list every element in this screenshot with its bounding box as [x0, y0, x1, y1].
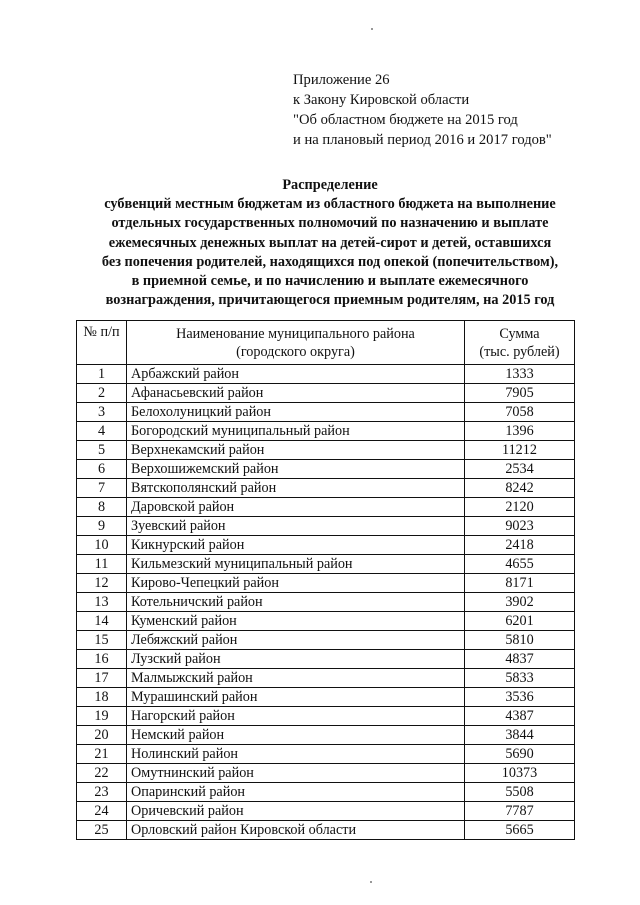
header-name-line: Наименование муниципального района: [176, 325, 415, 342]
header-sum-line: (тыс. рублей): [479, 343, 560, 360]
header-name: [127, 321, 465, 365]
row-sum: 3536: [465, 688, 575, 707]
row-sum: 5508: [465, 783, 575, 802]
row-sum: 10373: [465, 764, 575, 783]
row-district: Даровской район: [127, 498, 465, 517]
row-district: Верхнекамский район: [127, 441, 465, 460]
row-sum: 4655: [465, 555, 575, 574]
row-num: 4: [77, 422, 127, 441]
row-district: Богородский муниципальный район: [127, 422, 465, 441]
row-district: Верхошижемский район: [127, 460, 465, 479]
row-sum: 4387: [465, 707, 575, 726]
appendix-line: и на плановый период 2016 и 2017 годов": [293, 132, 552, 148]
row-district: Опаринский район: [127, 783, 465, 802]
row-sum: 7058: [465, 403, 575, 422]
row-num: 16: [77, 650, 127, 669]
row-sum: 3902: [465, 593, 575, 612]
table-row: [77, 821, 575, 840]
table-row: [77, 498, 575, 517]
row-num: 3: [77, 403, 127, 422]
header-sum-line: Сумма: [499, 325, 540, 342]
row-district: Малмыжский район: [127, 669, 465, 688]
row-district: Афанасьевский район: [127, 384, 465, 403]
appendix-line: Приложение 26: [293, 72, 390, 88]
title-line: субвенций местным бюджетам из областного бюджета на выполнение: [104, 196, 556, 213]
table-row: [77, 574, 575, 593]
row-num: 10: [77, 536, 127, 555]
table-header-row: [77, 321, 575, 365]
table-row: [77, 764, 575, 783]
title-line: в приемной семье, и по начислению и выплате ежемесячного: [131, 273, 529, 290]
row-num: 11: [77, 555, 127, 574]
row-num: 24: [77, 802, 127, 821]
table-row: [77, 802, 575, 821]
document-title: [60, 176, 600, 310]
table-row: [77, 593, 575, 612]
row-num: 20: [77, 726, 127, 745]
row-sum: 11212: [465, 441, 575, 460]
row-sum: 8242: [465, 479, 575, 498]
row-sum: 7905: [465, 384, 575, 403]
row-num: 6: [77, 460, 127, 479]
row-num: 1: [77, 365, 127, 384]
table-row: [77, 745, 575, 764]
row-district: Кикнурский район: [127, 536, 465, 555]
header-num: № п/п: [77, 321, 127, 365]
table-row: [77, 441, 575, 460]
row-district: Белохолуницкий район: [127, 403, 465, 422]
row-num: 17: [77, 669, 127, 688]
table-row: [77, 650, 575, 669]
row-district: Омутнинский район: [127, 764, 465, 783]
row-district: Котельничский район: [127, 593, 465, 612]
row-sum: 5690: [465, 745, 575, 764]
row-district: Куменский район: [127, 612, 465, 631]
header-name-line: (городского округа): [236, 343, 355, 360]
row-district: Орловский район Кировской области: [127, 821, 465, 840]
appendix-line: "Об областном бюджете на 2015 год: [293, 112, 518, 128]
title-line: отдельных государственных полномочий по назначению и выплате: [111, 215, 549, 232]
row-num: 21: [77, 745, 127, 764]
row-num: 7: [77, 479, 127, 498]
row-sum: 8171: [465, 574, 575, 593]
row-sum: 5833: [465, 669, 575, 688]
table-row: [77, 479, 575, 498]
row-sum: 7787: [465, 802, 575, 821]
table-row: [77, 726, 575, 745]
row-sum: 5810: [465, 631, 575, 650]
table-row: [77, 555, 575, 574]
table-row: [77, 460, 575, 479]
header-sum: [465, 321, 575, 365]
row-num: 13: [77, 593, 127, 612]
distribution-table: [76, 320, 575, 840]
row-district: Зуевский район: [127, 517, 465, 536]
appendix-block: [293, 70, 613, 150]
row-sum: 5665: [465, 821, 575, 840]
row-sum: 2120: [465, 498, 575, 517]
row-num: 23: [77, 783, 127, 802]
row-num: 14: [77, 612, 127, 631]
row-district: Арбажский район: [127, 365, 465, 384]
row-num: 12: [77, 574, 127, 593]
table-row: [77, 707, 575, 726]
row-num: 19: [77, 707, 127, 726]
table-row: [77, 669, 575, 688]
row-sum: 2418: [465, 536, 575, 555]
row-district: Нагорский район: [127, 707, 465, 726]
row-num: 2: [77, 384, 127, 403]
row-sum: 6201: [465, 612, 575, 631]
scan-speck: [370, 881, 372, 883]
title-line: вознаграждения, причитающегося приемным родителям, на 2015 год: [105, 292, 555, 309]
title-line: без попечения родителей, находящихся под опекой (попечительством),: [101, 253, 559, 270]
row-district: Мурашинский район: [127, 688, 465, 707]
row-district: Оричевский район: [127, 802, 465, 821]
row-num: 5: [77, 441, 127, 460]
title-heading: Распределение: [282, 177, 378, 193]
row-num: 8: [77, 498, 127, 517]
table-row: [77, 688, 575, 707]
row-district: Немский район: [127, 726, 465, 745]
table-row: [77, 422, 575, 441]
title-line: ежемесячных денежных выплат на детей-сирот и детей, оставшихся: [108, 234, 552, 251]
row-sum: 4837: [465, 650, 575, 669]
appendix-line: к Закону Кировской области: [293, 92, 470, 108]
row-sum: 2534: [465, 460, 575, 479]
table-row: [77, 517, 575, 536]
table-row: [77, 384, 575, 403]
row-district: Лебяжский район: [127, 631, 465, 650]
row-sum: 3844: [465, 726, 575, 745]
table-row: [77, 403, 575, 422]
row-district: Лузский район: [127, 650, 465, 669]
table-row: [77, 612, 575, 631]
row-district: Вятскополянский район: [127, 479, 465, 498]
table-row: [77, 783, 575, 802]
row-district: Кильмезский муниципальный район: [127, 555, 465, 574]
row-num: 18: [77, 688, 127, 707]
table-row: [77, 365, 575, 384]
row-district: Кирово-Чепецкий район: [127, 574, 465, 593]
table-row: [77, 536, 575, 555]
row-district: Нолинский район: [127, 745, 465, 764]
row-num: 22: [77, 764, 127, 783]
row-sum: 1396: [465, 422, 575, 441]
scan-speck: [371, 28, 373, 30]
row-sum: 1333: [465, 365, 575, 384]
row-num: 15: [77, 631, 127, 650]
table-row: [77, 631, 575, 650]
row-num: 9: [77, 517, 127, 536]
row-sum: 9023: [465, 517, 575, 536]
row-num: 25: [77, 821, 127, 840]
